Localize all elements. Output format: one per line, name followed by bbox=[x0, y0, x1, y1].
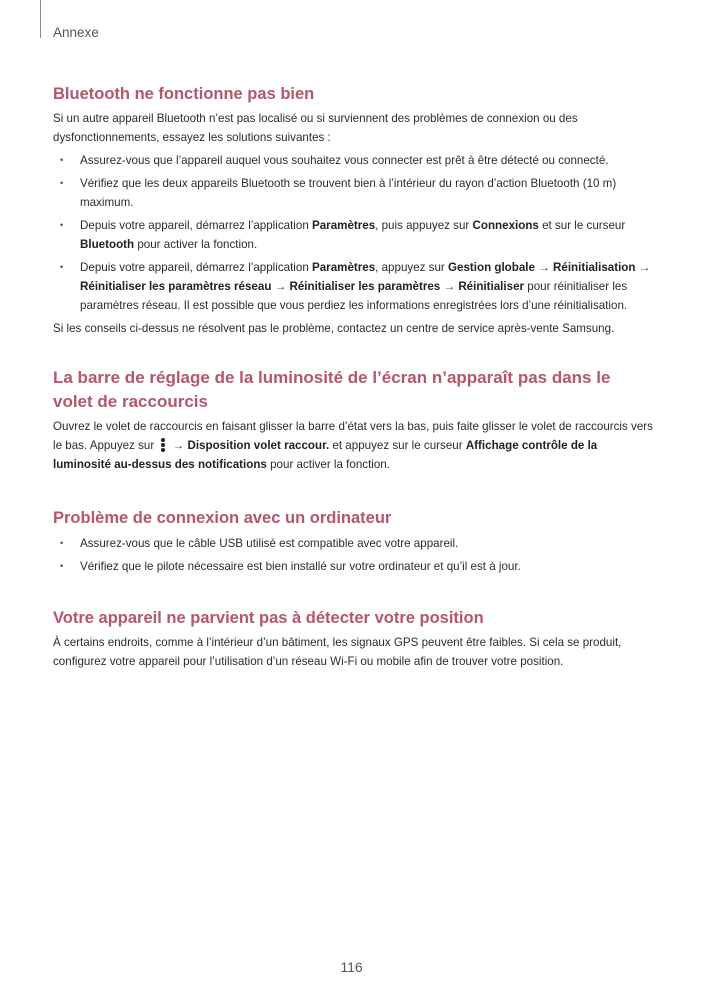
section-computer-connection bbox=[53, 506, 653, 576]
more-options-icon bbox=[159, 437, 167, 453]
list-item: • Assurez-vous que l’appareil auquel vous souhaitez vous connecter est prêt à être détecté ou connecté. bbox=[53, 151, 653, 170]
page-number: 116 bbox=[340, 959, 363, 975]
section-title: Problème de connexion avec un ordinateur bbox=[53, 509, 392, 527]
section-title: La barre de réglage de la luminosité de l’écran n’apparaît pas dans le volet de raccourcis bbox=[53, 368, 611, 411]
section-header: Annexe bbox=[53, 25, 99, 40]
list-item: • Depuis votre appareil, démarrez l’application Paramètres, puis appuyez sur Connexions et sur le curseur Bluetooth pour activer la fonction. bbox=[53, 216, 653, 254]
bullet-list bbox=[53, 534, 653, 576]
section-brightness-bar bbox=[53, 366, 653, 474]
section-bluetooth bbox=[53, 82, 653, 338]
section-location bbox=[53, 606, 653, 671]
page-content bbox=[53, 82, 653, 671]
list-item: • Assurez-vous que le câble USB utilisé est compatible avec votre appareil. bbox=[53, 534, 653, 553]
section-text: À certains endroits, comme à l’intérieur d’un bâtiment, les signaux GPS peuvent être faibles. Si cela se produit, configurez votre appareil pour l’utilisation d’un réseau Wi-Fi ou mobile afin de trouver votre position. bbox=[53, 636, 622, 668]
header-marker-line bbox=[40, 0, 41, 38]
list-item: • Vérifiez que le pilote nécessaire est bien installé sur votre ordinateur et qu’il est à jour. bbox=[53, 557, 653, 576]
bullet-list bbox=[53, 151, 653, 315]
list-item: • Depuis votre appareil, démarrez l’application Paramètres, appuyez sur Gestion globale → Réinitialisation → Réinitialiser les paramètres réseau → Réinitialiser les paramètres → Réinitialiser pour réinitialiser les paramètres réseau. Il est possible que vous perdiez les informations enregistrées lors d’une réinitialisation. bbox=[53, 258, 653, 315]
section-title: Bluetooth ne fonctionne pas bien bbox=[53, 85, 315, 103]
section-text: Ouvrez le volet de raccourcis en faisant glisser la barre d’état vers la bas, puis faite glisser le volet de raccourcis vers le bas. Appuyez sur → Disposition volet raccour. et appuyez sur le curseur Affichage contrôle de la luminosité au-dessus des notifications pour activer la fonction. bbox=[53, 420, 653, 471]
list-item: • Vérifiez que les deux appareils Bluetooth se trouvent bien à l’intérieur du rayon d’action Bluetooth (10 m) maximum. bbox=[53, 174, 653, 212]
section-outro: Si les conseils ci-dessus ne résolvent pas le problème, contactez un centre de service après-vente Samsung. bbox=[53, 322, 615, 335]
section-intro: Si un autre appareil Bluetooth n’est pas localisé ou si surviennent des problèmes de connexion ou des dysfonctionnements, essayez les solutions suivantes : bbox=[53, 112, 578, 144]
section-title: Votre appareil ne parvient pas à détecter votre position bbox=[53, 609, 484, 627]
